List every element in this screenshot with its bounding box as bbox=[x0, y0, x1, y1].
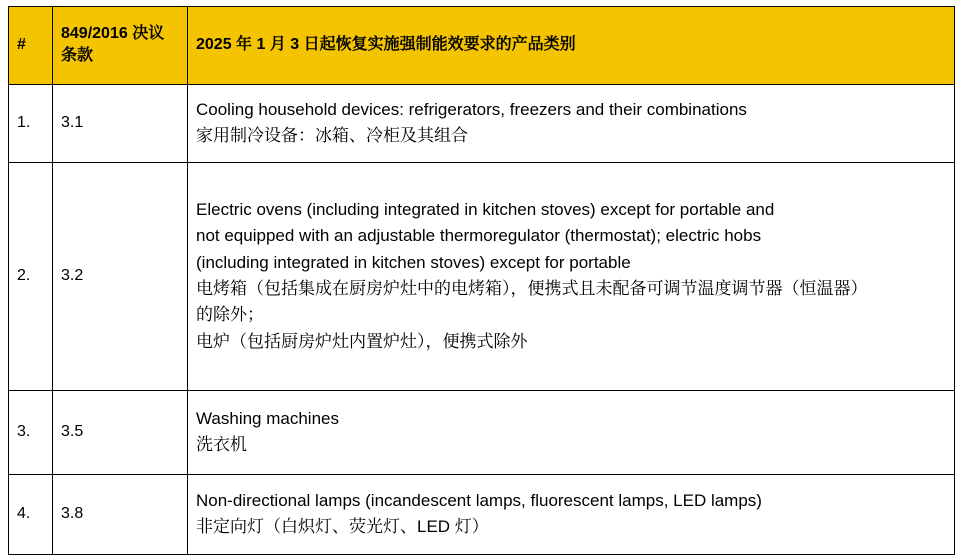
column-header-number: # bbox=[9, 7, 53, 85]
row-clause: 3.1 bbox=[53, 85, 188, 163]
row-category-en-line3: (including integrated in kitchen stoves) except for portable bbox=[196, 252, 631, 272]
table-row bbox=[9, 391, 955, 475]
row-clause: 3.2 bbox=[53, 163, 188, 391]
row-category-zh-line1: 电烤箱（包括集成在厨房炉灶中的电烤箱），便携式且未配备可调节温度调节器（恒温器） bbox=[196, 279, 868, 298]
table-header-row bbox=[9, 7, 955, 85]
row-category bbox=[188, 85, 955, 163]
row-category-en: Washing machines bbox=[196, 408, 339, 428]
column-header-clause-line1: 849/2016 bbox=[61, 25, 128, 43]
column-header-clause bbox=[53, 7, 188, 85]
column-header-clause-line2: 决议条款 bbox=[61, 25, 165, 64]
row-category-zh: 非定向灯（白炽灯、荧光灯、LED 灯） bbox=[196, 517, 489, 536]
row-category-en-line1: Electric ovens (including integrated in kitchen stoves) except for portable and bbox=[196, 199, 775, 219]
row-category-zh: 家用制冷设备：冰箱、冷柜及其组合 bbox=[196, 126, 468, 145]
table-row bbox=[9, 85, 955, 163]
row-category-en: Non-directional lamps (incandescent lamps, fluorescent lamps, LED lamps) bbox=[196, 490, 762, 510]
column-header-category: 2025 年 1 月 3 日起恢复实施强制能效要求的产品类别 bbox=[188, 7, 955, 85]
table-row bbox=[9, 163, 955, 391]
row-clause: 3.8 bbox=[53, 475, 188, 555]
row-category bbox=[188, 163, 955, 391]
row-category-zh-line2: 的除外； bbox=[196, 305, 264, 325]
table-body bbox=[9, 85, 955, 555]
row-category-en-line2: not equipped with an adjustable thermoregulator (thermostat); electric hobs bbox=[196, 226, 762, 246]
row-number: 3. bbox=[9, 391, 53, 475]
row-number: 2. bbox=[9, 163, 53, 391]
row-category-en: Cooling household devices: refrigerators, freezers and their combinations bbox=[196, 99, 747, 119]
row-category bbox=[188, 475, 955, 555]
row-number: 1. bbox=[9, 85, 53, 163]
row-clause: 3.5 bbox=[53, 391, 188, 475]
table-header bbox=[9, 7, 955, 85]
row-category bbox=[188, 391, 955, 475]
row-category-zh: 洗衣机 bbox=[196, 435, 247, 454]
product-category-table bbox=[8, 6, 955, 555]
row-number: 4. bbox=[9, 475, 53, 555]
table-row bbox=[9, 475, 955, 555]
row-category-zh-line3: 电炉（包括厨房炉灶内置炉灶），便携式除外 bbox=[196, 331, 528, 351]
